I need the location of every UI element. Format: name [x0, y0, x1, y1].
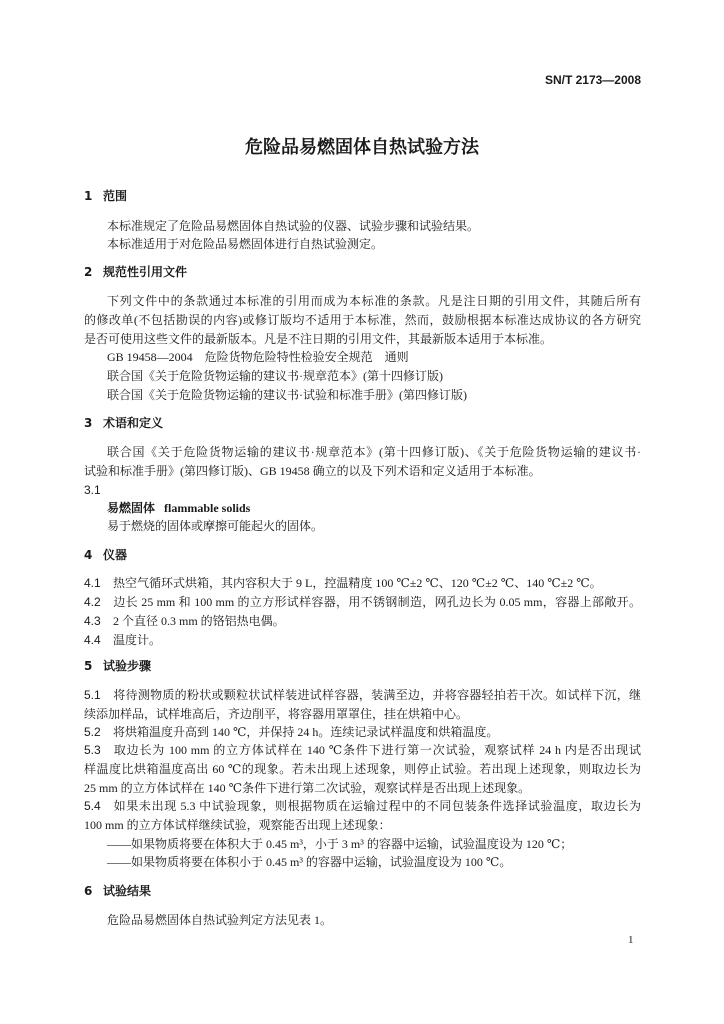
- clause-text: 热空气循环式烘箱，其内容积大于 9 L，控温精度 100 ℃±2 ℃、120 ℃±2 ℃、140 ℃±2 ℃。: [113, 576, 602, 590]
- section-heading-apparatus: [84, 546, 127, 564]
- reference-item: 联合国《关于危险货物运输的建议书·试验和标准手册》(第四修订版): [107, 388, 467, 402]
- section-number: 4: [84, 548, 93, 562]
- clause-text: 边长 25 mm 和 100 mm 的立方形试样容器，用不锈钢制造，网孔边长为 0.05 mm，容器上部敞开。: [113, 595, 641, 609]
- document-title: 危险品易燃固体自热试验方法: [245, 137, 479, 158]
- clause-number: 4.1: [84, 576, 101, 590]
- clause-number: 4.2: [84, 595, 101, 609]
- section-title: 范围: [103, 189, 128, 203]
- paragraph-line: 的修改单(不包括勘误的内容)或修订版均不适用于本标准，然而，鼓励根据本标准达成协议的各方研究: [84, 313, 641, 327]
- term-number: 3.1: [84, 483, 101, 497]
- section-title: 试验步骤: [103, 659, 152, 673]
- clause-text: 取边长为 100 mm 的立方体试样在 140 ℃条件下进行第一次试验，观察试样 24 h 内是否出现试: [113, 743, 641, 757]
- clause-text: 2 个直径 0.3 mm 的铬铝热电偶。: [113, 614, 285, 628]
- section-heading-scope: [84, 187, 127, 205]
- section-heading-terms: [84, 414, 163, 432]
- clause-number: 5.3: [84, 743, 101, 757]
- section-title: 仪器: [103, 548, 128, 562]
- clause-continuation: 样温度比烘箱温度高出 60 ℃的现象。若未出现上述现象，则停止试验。若出现上述现象，则取边长为: [84, 762, 641, 776]
- standard-number: SN/T 2173—2008: [544, 73, 641, 87]
- section-number: 1: [84, 189, 93, 203]
- clause-5-4: [84, 797, 641, 815]
- paragraph-line: 是否可使用这些文件的最新版本。凡是不注日期的引用文件，其最新版本适用于本标准。: [84, 332, 553, 346]
- section-number: 5: [84, 659, 93, 673]
- clause-continuation: 续添加样品，试样堆高后，齐边削平，将容器用罩罩住，挂在烘箱中心。: [84, 707, 469, 721]
- section-number: 3: [84, 416, 93, 430]
- section-heading-normative-references: [84, 263, 187, 281]
- paragraph-line: 危险品易燃固体自热试验判定方法见表 1。: [107, 913, 333, 927]
- clause-4-3: [84, 612, 285, 630]
- reference-item: 联合国《关于危险货物运输的建议书·规章范本》(第十四修订版): [107, 369, 443, 383]
- paragraph-line: 联合国《关于危险货物运输的建议书·规章范本》(第十四修订版)、《关于危险货物运输的建议书·: [107, 445, 641, 459]
- section-heading-results: [84, 882, 151, 900]
- term-english: flammable solids: [164, 501, 251, 515]
- clause-number: 4.4: [84, 633, 101, 647]
- clause-text: 温度计。: [113, 633, 162, 647]
- term-entry: [107, 499, 250, 517]
- clause-text: 如果未出现 5.3 中试验现象，则根据物质在运输过程中的不同包装条件选择试验温度，取边长为: [113, 799, 641, 813]
- section-title: 试验结果: [103, 884, 152, 898]
- clause-text: 将烘箱温度升高到 140 ℃，并保持 24 h。连续记录试样温度和烘箱温度。: [113, 725, 499, 739]
- paragraph-line: 试验和标准手册》(第四修订版)、GB 19458 确立的以及下列术语和定义适用于本标准。: [84, 464, 541, 478]
- clause-number: 4.3: [84, 614, 101, 628]
- section-number: 6: [84, 884, 93, 898]
- clause-4-1: [84, 574, 602, 592]
- paragraph-line: 本标准适用于对危险品易燃固体进行自热试验测定。: [107, 237, 384, 251]
- clause-continuation: 25 mm 的立方体试样在 140 ℃条件下进行第二次试验，观察试样是否出现上述现象。: [84, 781, 531, 795]
- clause-continuation: 100 mm 的立方体试样继续试验，观察能否出现上述现象：: [84, 818, 391, 832]
- dash-list-item: ——如果物质将要在体积大于 0.45 m³，小于 3 m³ 的容器中运输，试验温度设为 120 ℃；: [107, 837, 573, 851]
- section-number: 2: [84, 265, 93, 279]
- clause-number: 5.1: [84, 688, 101, 702]
- page-number: 1: [628, 934, 634, 946]
- clause-number: 5.4: [84, 799, 101, 813]
- section-title: 术语和定义: [103, 416, 164, 430]
- clause-5-2: [84, 723, 498, 741]
- reference-item: GB 19458—2004 危险货物危险特性检验安全规范 通则: [107, 350, 409, 364]
- paragraph-line: 本标准规定了危险品易燃固体自热试验的仪器、试验步骤和试验结果。: [107, 219, 480, 233]
- clause-number: 5.2: [84, 725, 101, 739]
- dash-list-item: ——如果物质将要在体积小于 0.45 m³ 的容器中运输，试验温度设为 100 ℃。: [107, 855, 512, 869]
- clause-5-1: [84, 686, 641, 704]
- section-heading-procedure: [84, 657, 151, 675]
- section-title: 规范性引用文件: [103, 265, 188, 279]
- term-chinese: 易燃固体: [107, 501, 156, 515]
- clause-4-4: [84, 631, 161, 649]
- clause-text: 将待测物质的粉状或颗粒状试样装进试样容器，装满至边，并将容器轻拍若干次。如试样下沉，继: [113, 688, 641, 702]
- term-definition: 易于燃烧的固体或摩擦可能起火的固体。: [107, 519, 324, 533]
- paragraph-line: 下列文件中的条款通过本标准的引用而成为本标准的条款。凡是注日期的引用文件，其随后所有: [107, 294, 641, 308]
- clause-5-3: [84, 741, 641, 759]
- clause-4-2: [84, 593, 641, 611]
